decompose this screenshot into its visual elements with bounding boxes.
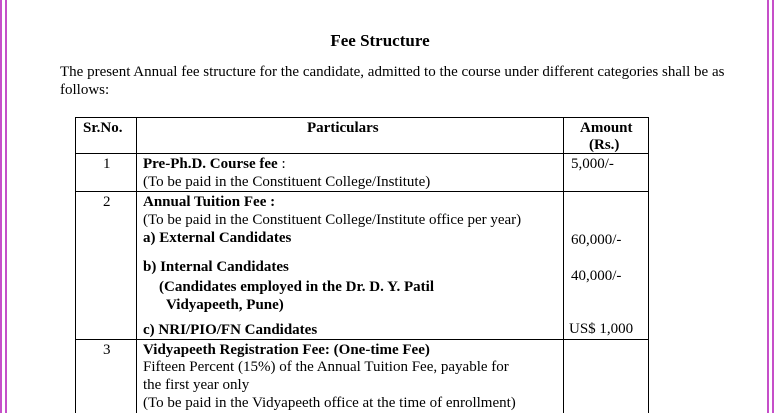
header-bottom-border [75,153,649,154]
table-top-border [75,117,649,118]
row2-a-label: a) External Candidates [143,230,292,246]
row1-note: (To be paid in the Constituent College/Institute) [143,174,431,190]
row2-title: Annual Tuition Fee : [143,194,276,210]
row3-line1: Fifteen Percent (15%) of the Annual Tuition Fee, payable for [143,359,509,375]
row1-amount: 5,000/- [571,156,614,172]
row1-bottom-border [75,191,649,192]
row3-title: Vidyapeeth Registration Fee: (One-time Fee) [143,342,430,358]
page-border-left [0,0,7,413]
row2-b-sub1: (Candidates employed in the Dr. D. Y. Patil [159,279,435,295]
row1-sr: 1 [103,156,111,172]
row3-line3: (To be paid in the Vidyapeeth office at the time of enrollment) [143,395,516,411]
header-sr-no: Sr.No. [83,120,123,136]
row3-sr: 3 [103,342,111,358]
row1-title-suffix: : [277,156,286,172]
row1-title [143,155,286,173]
page-border-right [767,0,774,413]
row2-c-label: c) NRI/PIO/FN Candidates [143,322,318,338]
table-border-right [648,117,649,413]
intro-paragraph: The present Annual fee structure for the candidate, admitted to the course under different categories shall be as follows: [60,64,725,98]
table-border-left [75,117,76,413]
row2-b-amount: 40,000/- [571,268,622,284]
row3-line2: the first year only [143,377,250,393]
row2-note: (To be paid in the Constituent College/Institute office per year) [143,212,522,228]
row1-title-text: Pre-Ph.D. Course fee [143,156,278,172]
table-divider-sr [136,117,137,413]
row2-sr: 2 [103,194,111,210]
row2-b-sub2: Vidyapeeth, Pune) [166,297,284,313]
header-amount-unit: (Rs.) [589,137,620,153]
row2-b-label: b) Internal Candidates [143,259,289,275]
page-title: Fee Structure [330,31,430,50]
table-divider-amount [563,117,564,413]
row2-c-amount: US$ 1,000 [569,321,634,337]
row2-a-amount: 60,000/- [571,232,622,248]
header-amount: Amount [580,120,633,136]
header-particulars: Particulars [307,120,379,136]
row2-bottom-border [75,339,649,340]
